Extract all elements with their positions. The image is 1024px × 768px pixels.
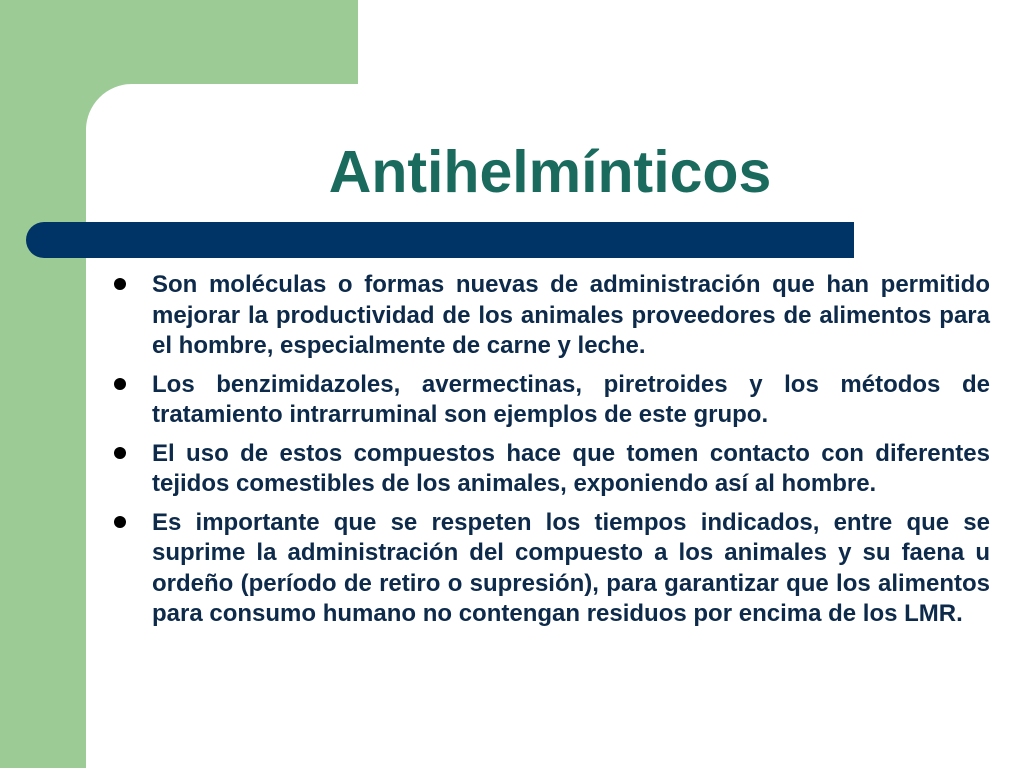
bullet-dot-icon (114, 378, 126, 390)
slide-title: Antihelmínticos (328, 139, 772, 205)
bullet-text: El uso de estos compuestos hace que tomen contacto con diferentes tejidos comestibles de los animales, exponiendo así al hombre. (152, 439, 990, 497)
title-underline-bar (26, 222, 854, 258)
bullet-list (110, 270, 990, 638)
decorative-green-band-left (0, 0, 86, 768)
bullet-text: Son moléculas o formas nuevas de administración que han permitido mejorar la productividad de los animales proveedores de alimentos para el hombre, especialmente de carne y leche. (152, 271, 990, 359)
bullet-text: Los benzimidazoles, avermectinas, piretroides y los métodos de tratamiento intrarruminal son ejemplos de este grupo. (152, 370, 990, 428)
bullet-item (110, 508, 990, 630)
bullet-text: Es importante que se respeten los tiempos indicados, entre que se suprime la administración del compuesto a los animales y su faena u ordeño (período de retiro o supresión), para garantizar que los alimentos para consumo humano no contengan residuos por encima de los LMR. (152, 508, 990, 627)
bullet-dot-icon (114, 516, 126, 528)
bullet-item (110, 370, 990, 431)
bullet-dot-icon (114, 447, 126, 459)
bullet-item (110, 439, 990, 500)
bullet-item (110, 270, 990, 362)
bullet-dot-icon (114, 278, 126, 290)
